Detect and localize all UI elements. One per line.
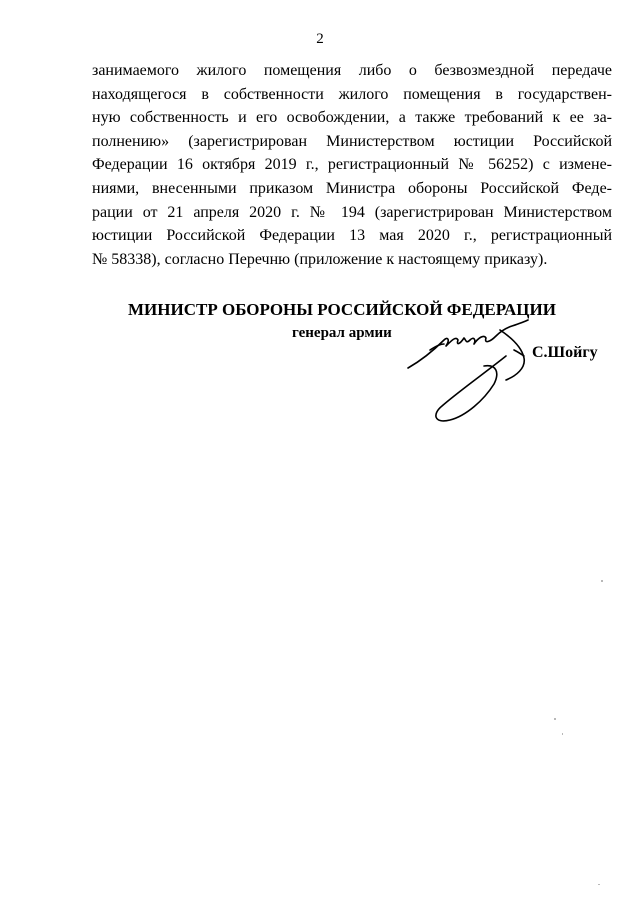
signer-position-title: МИНИСТР ОБОРОНЫ РОССИЙСКОЙ ФЕДЕРАЦИИ: [128, 300, 556, 319]
scan-speck: [554, 718, 556, 720]
body-line: занимаемого жилого помещения либо о безвозмездной передаче: [92, 62, 612, 79]
signer-rank: генерал армии: [292, 325, 392, 341]
body-line: находящегося в собственности жилого помещения в государствен-: [92, 85, 612, 103]
body-line: ниями, внесенными приказом Министра обороны Российской Феде-: [92, 179, 612, 197]
body-line: рации от 21 апреля 2020 г. № 194 (зарегистрирован Министерством: [92, 203, 612, 221]
body-line: № 58338), согласно Перечню (приложение к настоящему приказу).: [92, 250, 548, 268]
body-line: ную собственность и его освобождении, а также требований к ее за-: [92, 109, 612, 127]
body-paragraph: [92, 59, 612, 271]
signer-name: С.Шойгу: [532, 344, 598, 361]
page-number: 2: [316, 31, 324, 47]
body-line: Федерации 16 октября 2019 г., регистрационный № 56252) с измене-: [92, 156, 612, 174]
scan-speck: [562, 733, 563, 735]
scan-speck: [598, 884, 600, 885]
body-line: полнению» (зарегистрирован Министерством юстиции Российской: [92, 132, 612, 150]
body-line: юстиции Российской Федерации 13 мая 2020 г., регистрационный: [92, 227, 612, 245]
handwritten-signature-icon: [400, 310, 560, 425]
scan-speck: [601, 580, 603, 582]
